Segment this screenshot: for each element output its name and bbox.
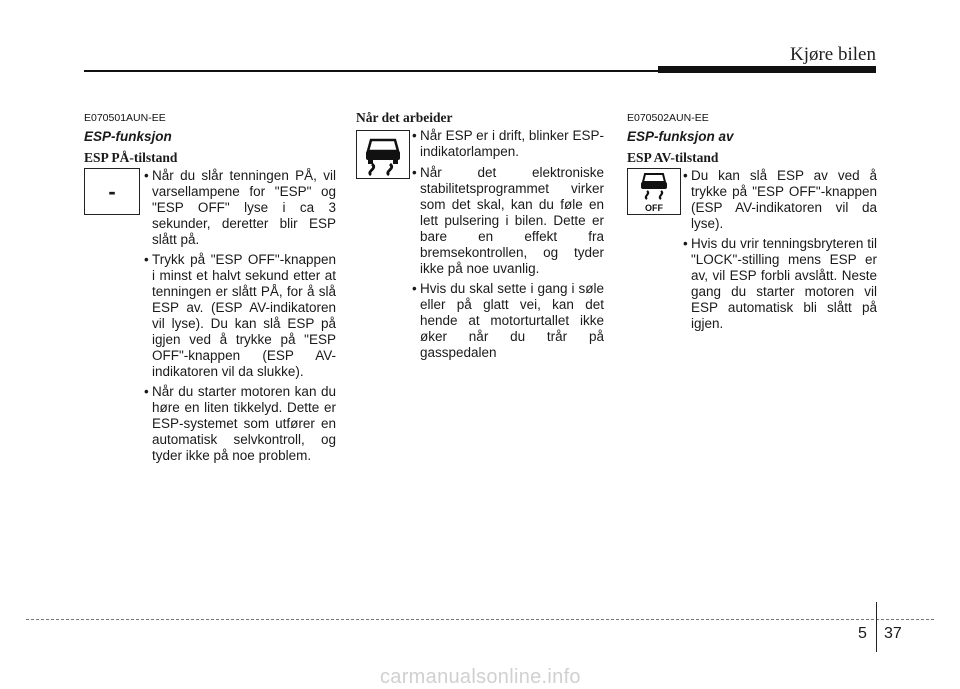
state-heading: ESP PÅ-tilstand <box>84 150 178 165</box>
footer-rule <box>26 619 934 620</box>
state-heading: ESP AV-tilstand <box>627 150 719 165</box>
header-bar <box>658 66 876 73</box>
list-item: • Hvis du vrir tenningsbryteren til "LOCK"-stilling mens ESP er av, vil ESP forbli avslått. Neste gang du starter motoren vil ESP automatisk bli slått på igjen. <box>691 236 877 332</box>
page-number: 37 <box>884 625 902 642</box>
off-label: OFF <box>645 203 663 213</box>
operation-heading: Når det arbeider <box>356 110 453 125</box>
chapter-number: 5 <box>858 625 867 642</box>
column-operation <box>356 110 604 365</box>
section-subtitle: ESP-funksjon <box>84 129 172 144</box>
list-item: • Når du slår tenningen PÅ, vil varsellampene for "ESP" og "ESP OFF" lyse i ca 3 sekunder, deretter blir ESP slått på. <box>152 168 336 248</box>
list-item: • Trykk på "ESP OFF"-knappen i minst et halvt sekund etter at tenningen er slått PÅ, for å slå ESP av. (ESP AV-indikatoren vil lyse). Du kan slå ESP på igjen ved å trykke på "ESP OFF"-knappen (ESP AV-indikatoren vil da slukke). <box>152 252 336 380</box>
section-code: E070501AUN-EE <box>84 112 166 124</box>
watermark: carmanualsonline.info <box>380 666 581 688</box>
list-item: • Når det elektroniske stabilitetsprogrammet virker som det skal, kan du føle en lett pulsering i bilen. Dette er bare en effekt fra bremsekontrollen, og tyder ikke på noe uvanlig. <box>420 165 604 277</box>
esp-off-icon <box>627 168 681 215</box>
esp-skid-icon <box>356 130 410 179</box>
indicator-box <box>84 168 140 215</box>
list-item: • Du kan slå ESP av ved å trykke på "ESP OFF"-knappen (ESP AV-indikatoren vil da lyse). <box>691 168 877 232</box>
intro-text: • Når ESP er i drift, blinker ESP-indikatorlampen. <box>420 128 604 160</box>
section-subtitle: ESP-funksjon av <box>627 129 734 144</box>
column-esp-off <box>627 110 877 336</box>
indicator-symbol: - <box>108 178 116 204</box>
column-esp-on <box>84 110 336 468</box>
section-title: Kjøre bilen <box>789 44 876 65</box>
section-code: E070502AUN-EE <box>627 112 709 124</box>
list-item: • Hvis du skal sette i gang i søle eller på glatt vei, kan det hende at motorturtallet ikke øker når du trår på gasspedalen <box>420 281 604 361</box>
footer-divider <box>876 602 877 652</box>
list-item: • Når du starter motoren kan du høre en liten tikkelyd. Dette er ESP-systemet som utfører en automatisk selvkontroll, og tyder ikke på noe problem. <box>152 384 336 464</box>
